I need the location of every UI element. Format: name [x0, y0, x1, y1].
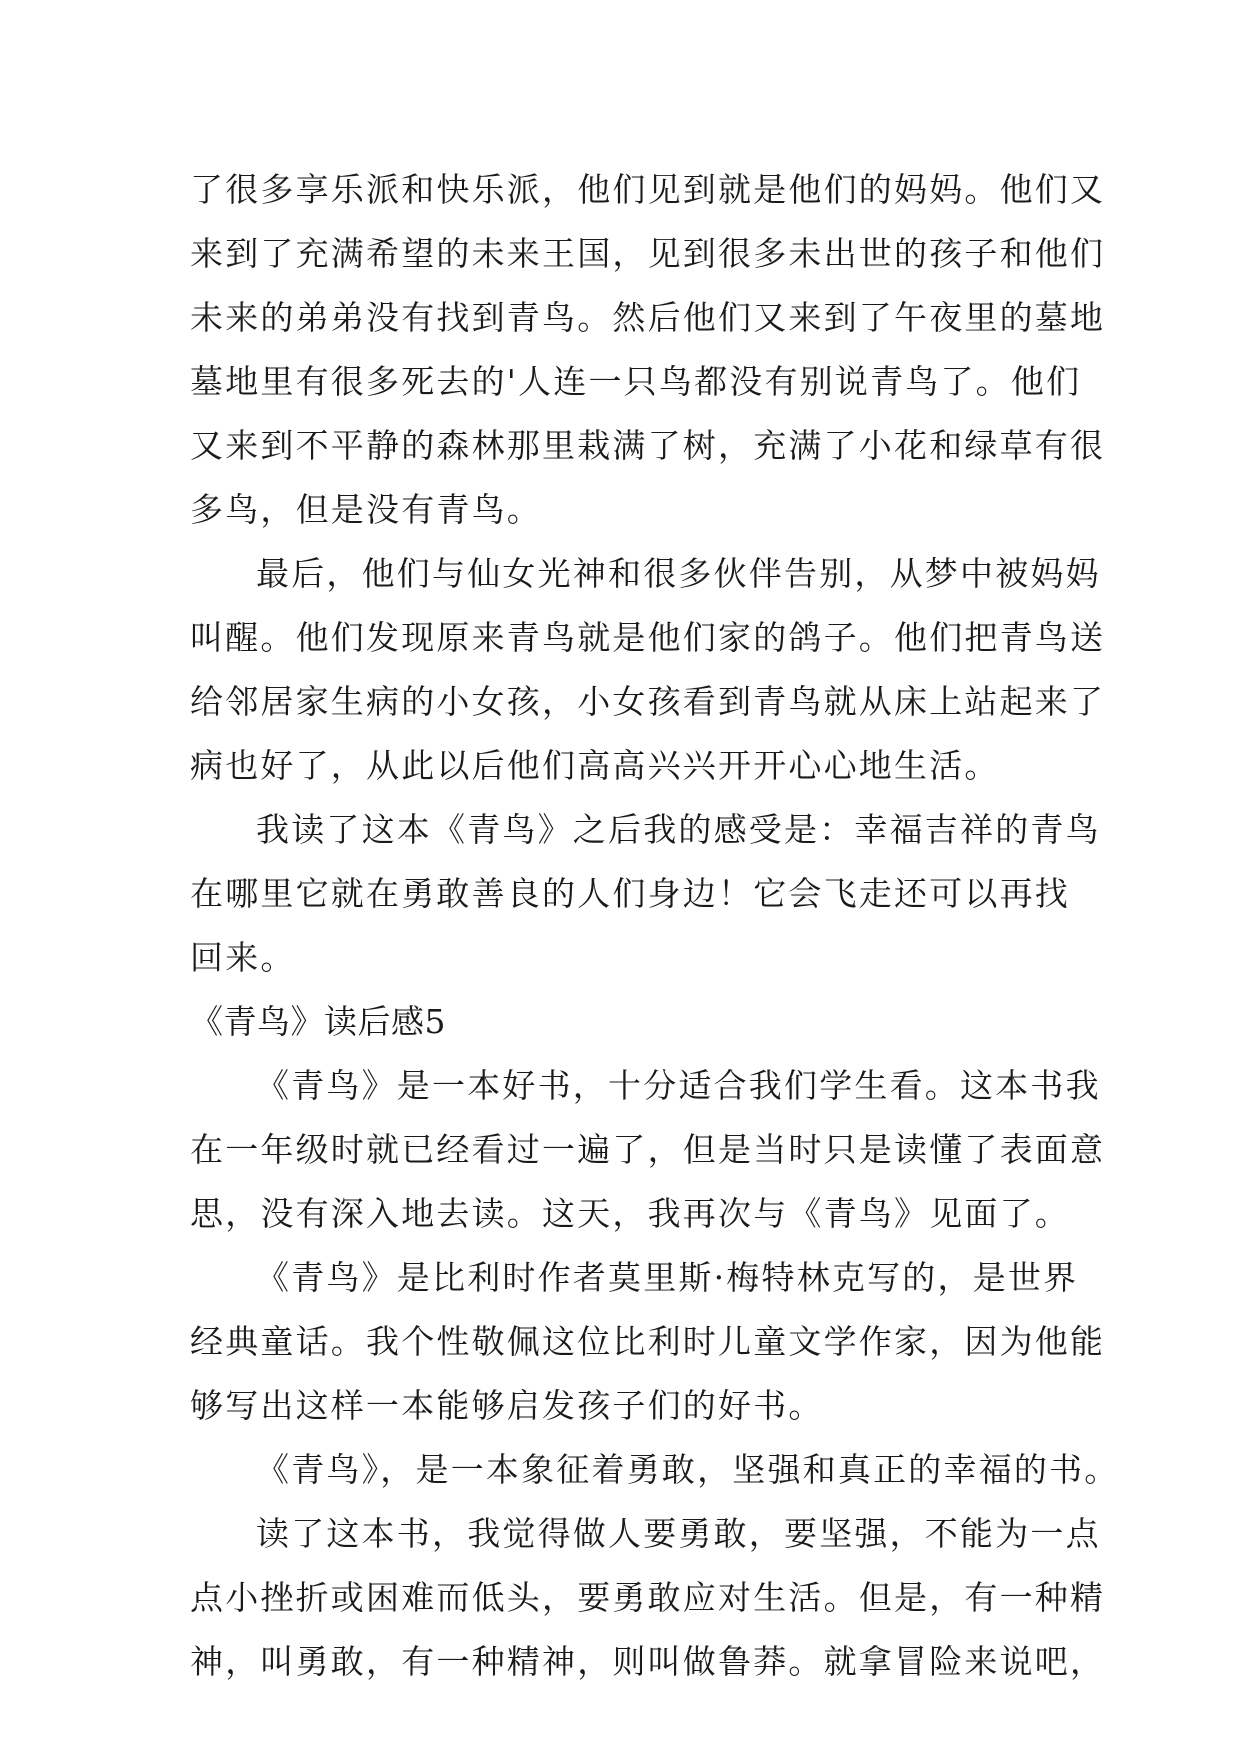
text-line: 多鸟，但是没有青鸟。	[190, 490, 542, 529]
text-line: 又来到不平静的森林那里栽满了树，充满了小花和绿草有很	[190, 426, 1106, 465]
document-body	[190, 158, 1120, 1694]
paragraph-first-line: 《青鸟》是一本好书，十分适合我们学生看。这本书我	[256, 1066, 1101, 1105]
text-line: 病也好了，从此以后他们高高兴兴开开心心地生活。	[190, 746, 1000, 785]
text-line: 在一年级时就已经看过一遍了，但是当时只是读懂了表面意	[190, 1130, 1106, 1169]
text-line: 点小挫折或困难而低头，要勇敢应对生活。但是，有一种精	[190, 1578, 1106, 1617]
text-line: 神，叫勇敢，有一种精神，则叫做鲁莽。就拿冒险来说吧，	[190, 1642, 1106, 1681]
text-line: 叫醒。他们发现原来青鸟就是他们家的鸽子。他们把青鸟送	[190, 618, 1106, 657]
paragraph-first-line: 读了这本书，我觉得做人要勇敢，要坚强，不能为一点	[256, 1514, 1101, 1553]
section-heading: 《青鸟》读后感5	[190, 1002, 446, 1041]
paragraph-first-line: 我读了这本《青鸟》之后我的感受是：幸福吉祥的青鸟	[256, 810, 1101, 849]
text-line: 够写出这样一本能够启发孩子们的好书。	[190, 1386, 824, 1425]
text-line: 未来的弟弟没有找到青鸟。然后他们又来到了午夜里的墓地	[190, 298, 1106, 337]
text-line: 来到了充满希望的未来王国，见到很多未出世的孩子和他们	[190, 234, 1106, 273]
text-line: 了很多享乐派和快乐派，他们见到就是他们的妈妈。他们又	[190, 170, 1106, 209]
paragraph-first-line: 最后，他们与仙女光神和很多伙伴告别，从梦中被妈妈	[256, 554, 1101, 593]
paragraph-first-line: 《青鸟》是比利时作者莫里斯·梅特林克写的，是世界	[256, 1258, 1079, 1297]
text-line: 经典童话。我个性敬佩这位比利时儿童文学作家，因为他能	[190, 1322, 1106, 1361]
text-line: 思，没有深入地去读。这天，我再次与《青鸟》见面了。	[190, 1194, 1070, 1233]
text-line: 在哪里它就在勇敢善良的人们身边！它会飞走还可以再找	[190, 874, 1070, 913]
text-line: 给邻居家生病的小女孩，小女孩看到青鸟就从床上站起来了	[190, 682, 1106, 721]
text-line: 墓地里有很多死去的'人连一只鸟都没有别说青鸟了。他们	[190, 362, 1082, 401]
text-line: 回来。	[190, 938, 296, 977]
paragraph-first-line: 《青鸟》，是一本象征着勇敢，坚强和真正的幸福的书。	[256, 1450, 1120, 1489]
